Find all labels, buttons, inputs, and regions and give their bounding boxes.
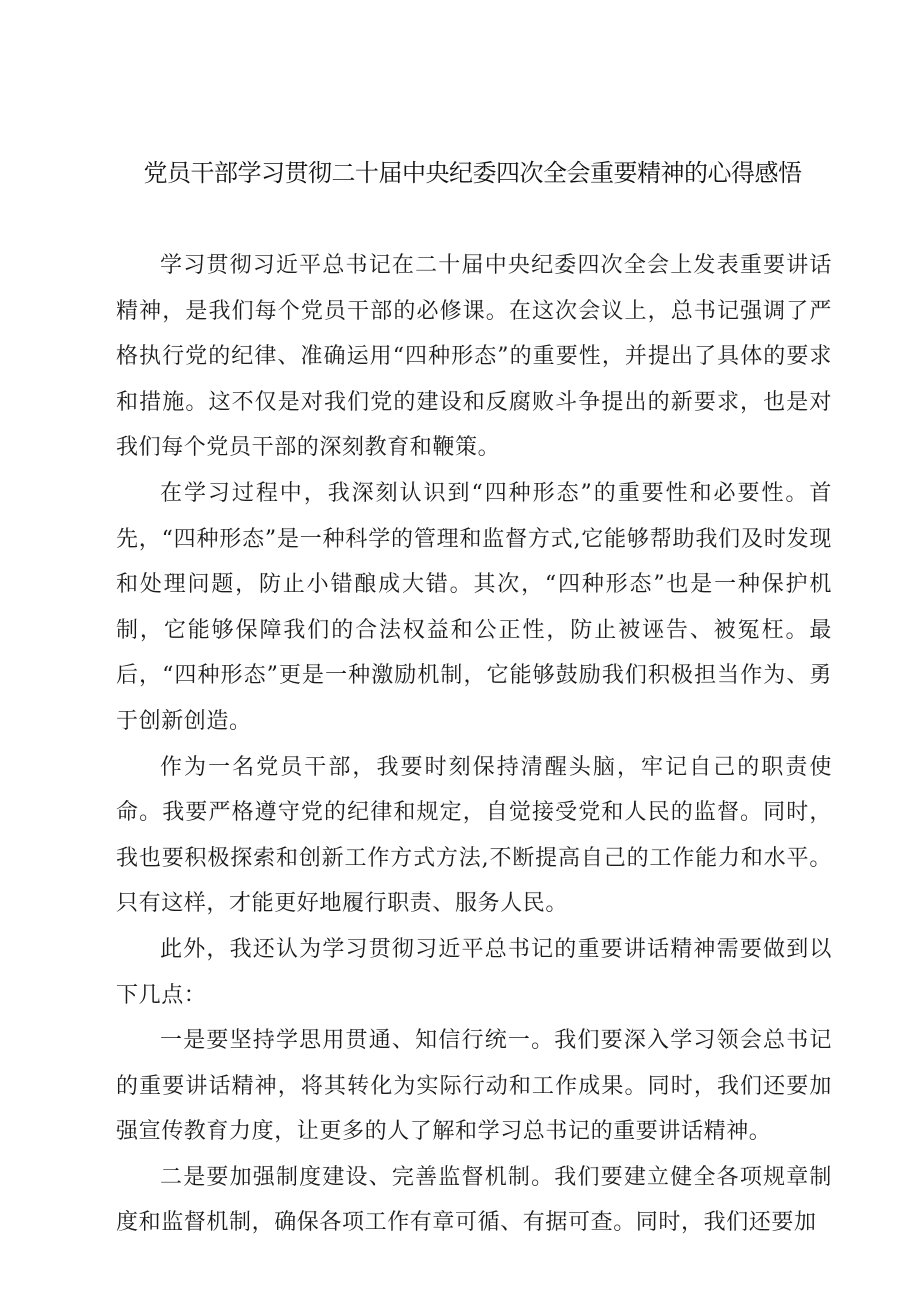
document-body	[116, 243, 832, 1246]
paragraph: 学习贯彻习近平总书记在二十届中央纪委四次全会上发表重要讲话精神，是我们每个党员干部的必修课。在这次会议上，总书记强调了严格执行党的纪律、准确运用“四种形态”的重要性，并提出了具体的要求和措施。这不仅是对我们党的建设和反腐败斗争提出的新要求，也是对我们每个党员干部的深刻教育和鞭策。	[116, 253, 832, 461]
paragraph: 一是要坚持学思用贯通、知信行统一。我们要深入学习领会总书记的重要讲话精神，将其转化为实际行动和工作成果。同时，我们还要加强宣传教育力度，让更多的人了解和学习总书记的重要讲话精神。	[116, 1028, 832, 1145]
paragraph: 作为一名党员干部，我要时刻保持清醒头脑，牢记自己的职责使命。我要严格遵守党的纪律和规定，自觉接受党和人民的监督。同时，我也要积极探索和创新工作方式方法,不断提高自己的工作能力和水平。只有这样，才能更好地履行职责、服务人民。	[116, 754, 832, 917]
document-title: 党员干部学习贯彻二十届中央纪委四次全会重要精神的心得感悟	[143, 159, 802, 187]
paragraph: 二是要加强制度建设、完善监督机制。我们要建立健全各项规章制度和监督机制，确保各项工作有章可循、有据可查。同时，我们还要加	[116, 1164, 832, 1236]
paragraph: 在学习过程中，我深刻认识到“四种形态”的重要性和必要性。首先，“四种形态”是一种科学的管理和监督方式,它能够帮助我们及时发现和处理问题，防止小错酿成大错。其次，“四种形态”也是一种保护机制，它能够保障我们的合法权益和公正性，防止被诬告、被冤枉。最后，“四种形态”更是一种激励机制，它能够鼓励我们积极担当作为、勇于创新创造。	[116, 480, 832, 734]
paragraph: 此外，我还认为学习贯彻习近平总书记的重要讲话精神需要做到以下几点：	[116, 936, 832, 1008]
